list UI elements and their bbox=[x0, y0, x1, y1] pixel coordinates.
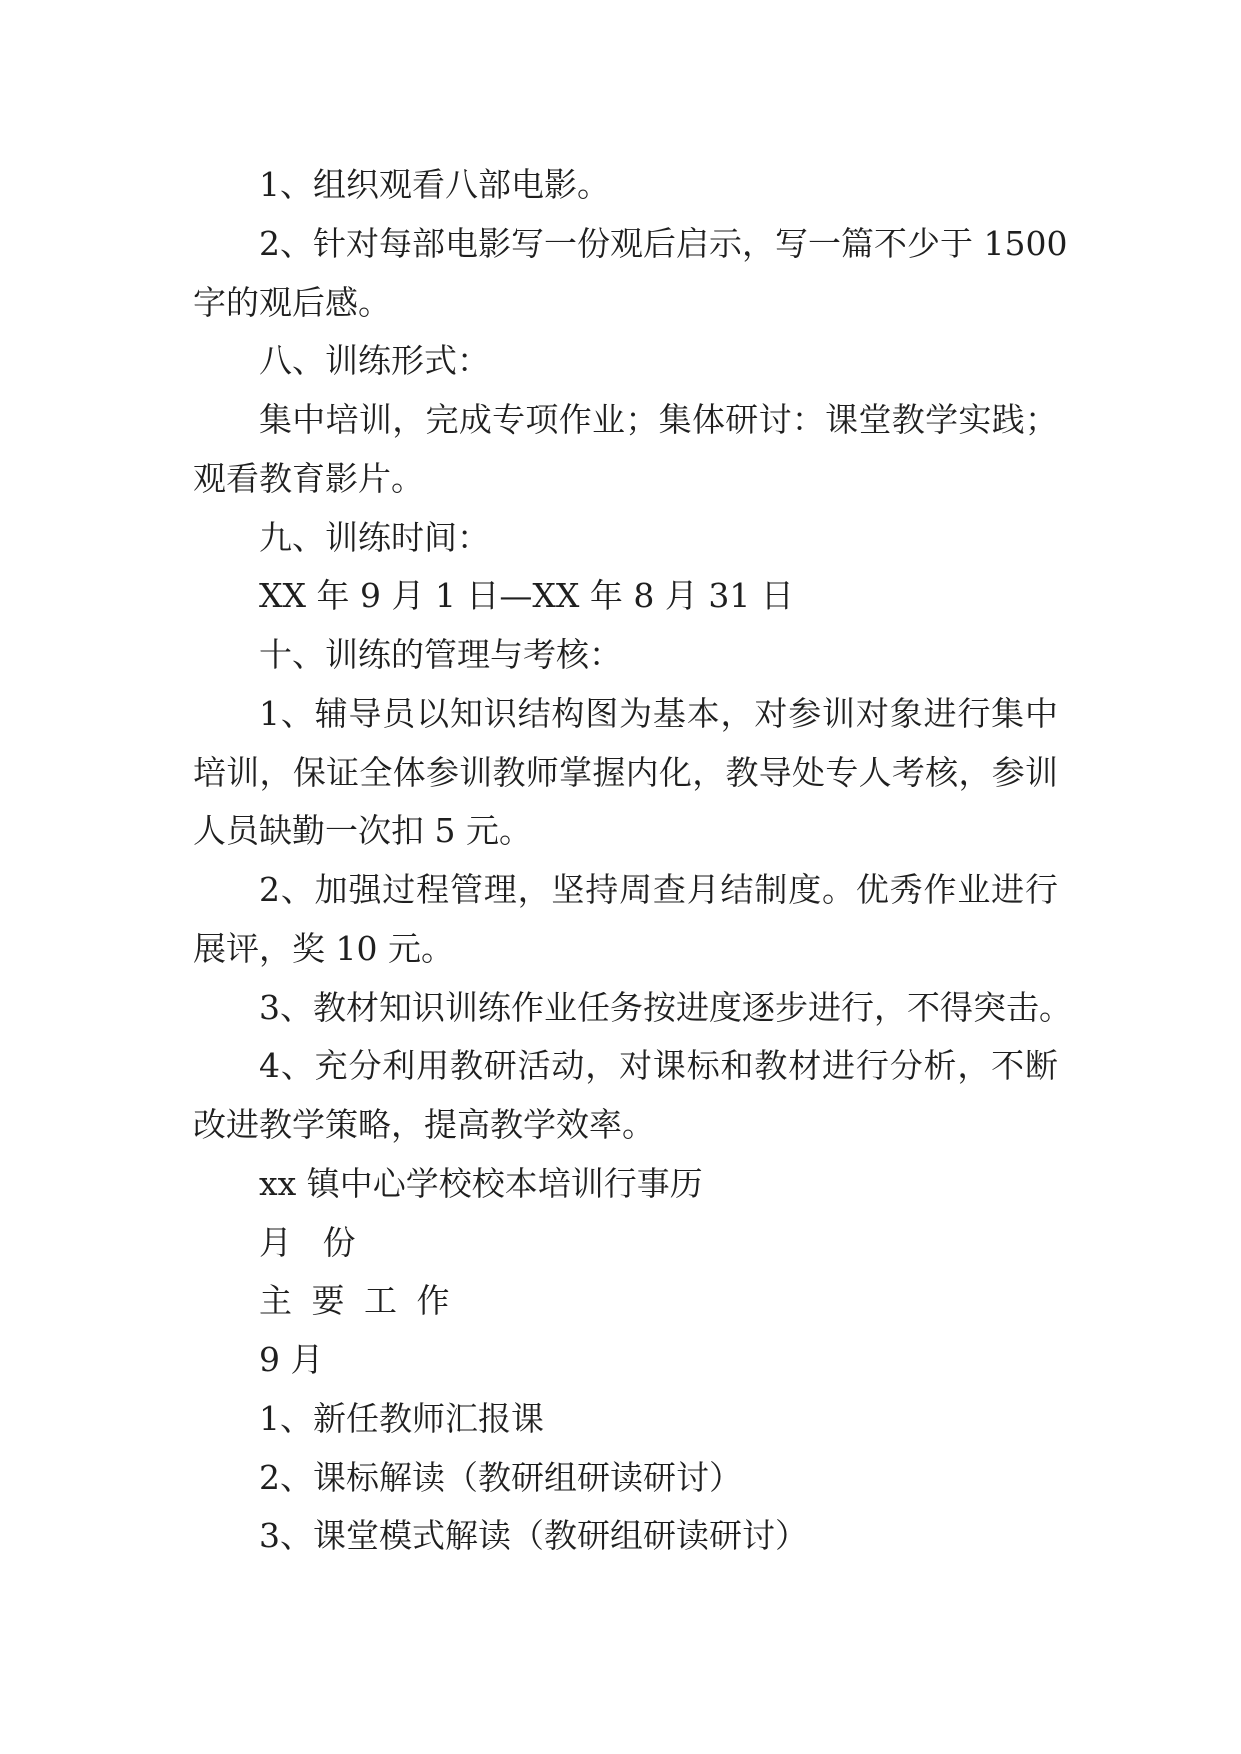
section-heading: 九、训练时间： bbox=[259, 517, 490, 557]
list-item-continuation: 展评，奖 10 元。 bbox=[193, 928, 454, 968]
list-item-continuation: 改进教学策略，提高教学效率。 bbox=[193, 1105, 655, 1144]
list-item-continuation: 培训，保证全体参训教师掌握内化，教导处专人考核，参训 bbox=[193, 752, 1058, 792]
section-heading: 十、训练的管理与考核： bbox=[259, 635, 622, 674]
calendar-column-header-month: 月 份 bbox=[259, 1222, 356, 1262]
date-range: XX 年 9 月 1 日—XX 年 8 月 31 日 bbox=[259, 576, 794, 616]
calendar-task: 3、课堂模式解读（教研组研读研讨） bbox=[259, 1516, 808, 1556]
list-item: 1、组织观看八部电影。 bbox=[259, 165, 610, 204]
calendar-task: 1、新任教师汇报课 bbox=[259, 1398, 544, 1438]
list-item: 4、充分利用教研活动，对课标和教材进行分析，不断 bbox=[259, 1046, 1058, 1086]
list-item-continuation: 字的观后感。 bbox=[193, 282, 391, 322]
calendar-task: 2、课标解读（教研组研读研讨） bbox=[259, 1457, 742, 1497]
list-item: 1、辅导员以知识结构图为基本，对参训对象进行集中 bbox=[259, 693, 1058, 733]
body-text-continuation: 观看教育影片。 bbox=[193, 458, 424, 498]
body-text: 集中培训，完成专项作业；集体研讨：课堂教学实践； bbox=[259, 400, 1058, 439]
calendar-column-header-work: 主 要 工 作 bbox=[259, 1281, 450, 1321]
list-item-continuation: 人员缺勤一次扣 5 元。 bbox=[193, 811, 532, 851]
list-item: 2、针对每部电影写一份观后启示，写一篇不少于 1500 bbox=[259, 223, 1068, 263]
calendar-month: 9 月 bbox=[259, 1340, 324, 1379]
section-heading: 八、训练形式： bbox=[259, 341, 490, 381]
list-item: 3、教材知识训练作业任务按进度逐步进行，不得突击。 bbox=[259, 987, 1072, 1027]
list-item: 2、加强过程管理，坚持周查月结制度。优秀作业进行 bbox=[259, 870, 1058, 909]
document-body bbox=[0, 156, 1241, 1566]
calendar-title: xx 镇中心学校校本培训行事历 bbox=[259, 1163, 703, 1203]
